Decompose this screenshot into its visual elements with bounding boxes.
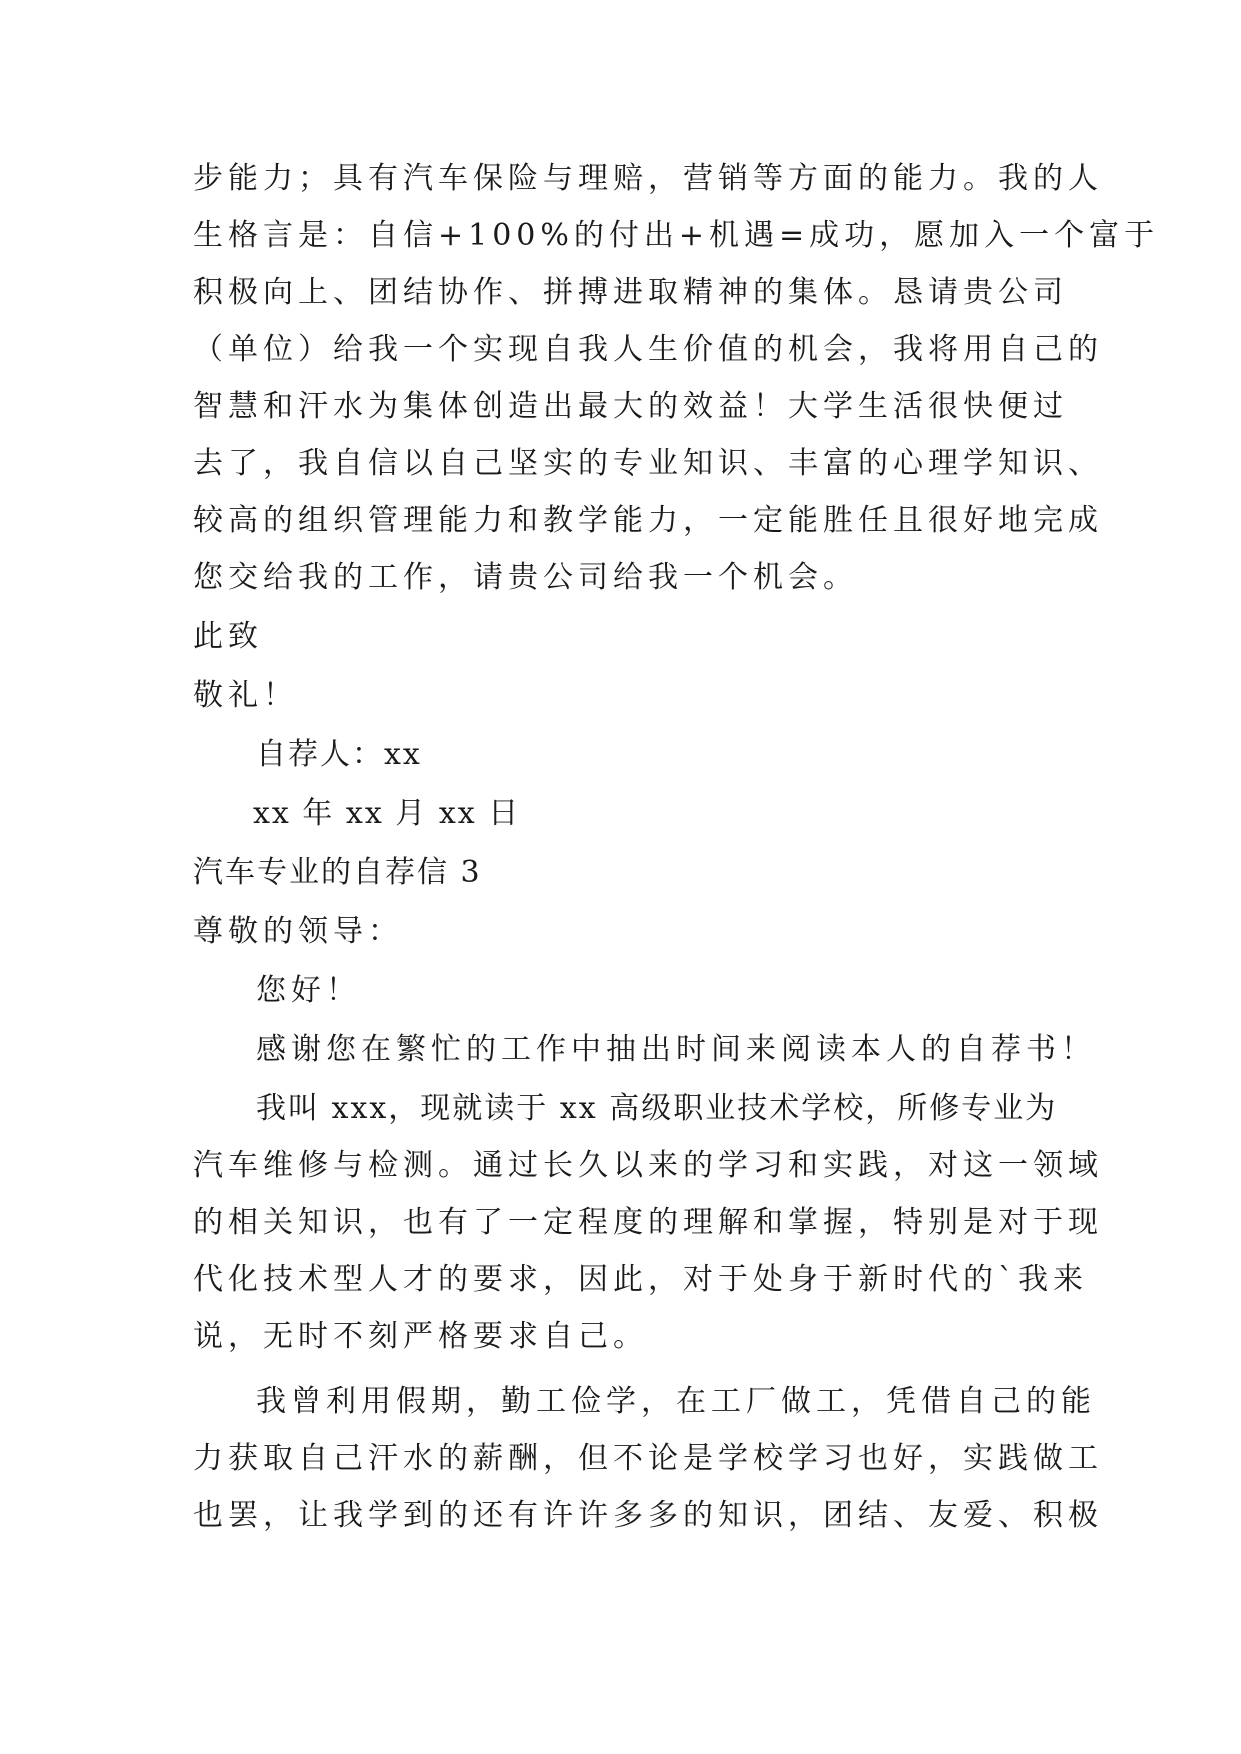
paragraph-line: 生格言是：自信+100%的付出+机遇=成功，愿加入一个富于 [193,218,1160,253]
greeting-hello: 您好！ [256,973,361,1008]
paragraph-line: 我叫 xxx，现就读于 xx 高级职业技术学校，所修专业为 [256,1091,1058,1126]
paragraph-line: 我曾利用假期，勤工俭学，在工厂做工，凭借自己的能 [256,1384,1096,1419]
paragraph-line: 的相关知识，也有了一定程度的理解和掌握，特别是对于现 [193,1205,1103,1240]
paragraph-line: 代化技术型人才的要求，因此，对于处身于新时代的`我来 [193,1262,1088,1297]
signature-name: 自荐人：xx [256,737,422,772]
paragraph-line: 力获取自己汗水的薪酬，但不论是学校学习也好，实践做工 [193,1441,1103,1476]
paragraph-line: 也罢，让我学到的还有许许多多的知识，团结、友爱、积极 [193,1498,1103,1533]
greeting: 尊敬的领导： [193,914,403,949]
paragraph-line: （单位）给我一个实现自我人生价值的机会，我将用自己的 [193,332,1103,367]
closing-regards: 敬礼！ [193,678,298,713]
paragraph-line: 积极向上、团结协作、拼搏进取精神的集体。恳请贵公司 [193,275,1068,310]
paragraph-line: 步能力；具有汽车保险与理赔，营销等方面的能力。我的人 [193,161,1103,196]
paragraph-line: 您交给我的工作，请贵公司给我一个机会。 [193,560,858,595]
closing-salutation: 此致 [193,619,263,654]
section-title: 汽车专业的自荐信 3 [193,855,482,890]
letter-body [193,160,1160,1534]
paragraph-line: 说，无时不刻严格要求自己。 [193,1319,648,1354]
paragraph-line: 感谢您在繁忙的工作中抽出时间来阅读本人的自荐书！ [256,1032,1096,1067]
paragraph-line: 较高的组织管理能力和教学能力，一定能胜任且很好地完成 [193,503,1103,538]
paragraph-line: 去了，我自信以自己坚实的专业知识、丰富的心理学知识、 [193,446,1103,481]
paragraph-line: 智慧和汗水为集体创造出最大的效益！大学生活很快便过 [193,389,1068,424]
paragraph-line: 汽车维修与检测。通过长久以来的学习和实践，对这一领域 [193,1148,1103,1183]
signature-date: xx 年 xx 月 xx 日 [253,796,521,831]
